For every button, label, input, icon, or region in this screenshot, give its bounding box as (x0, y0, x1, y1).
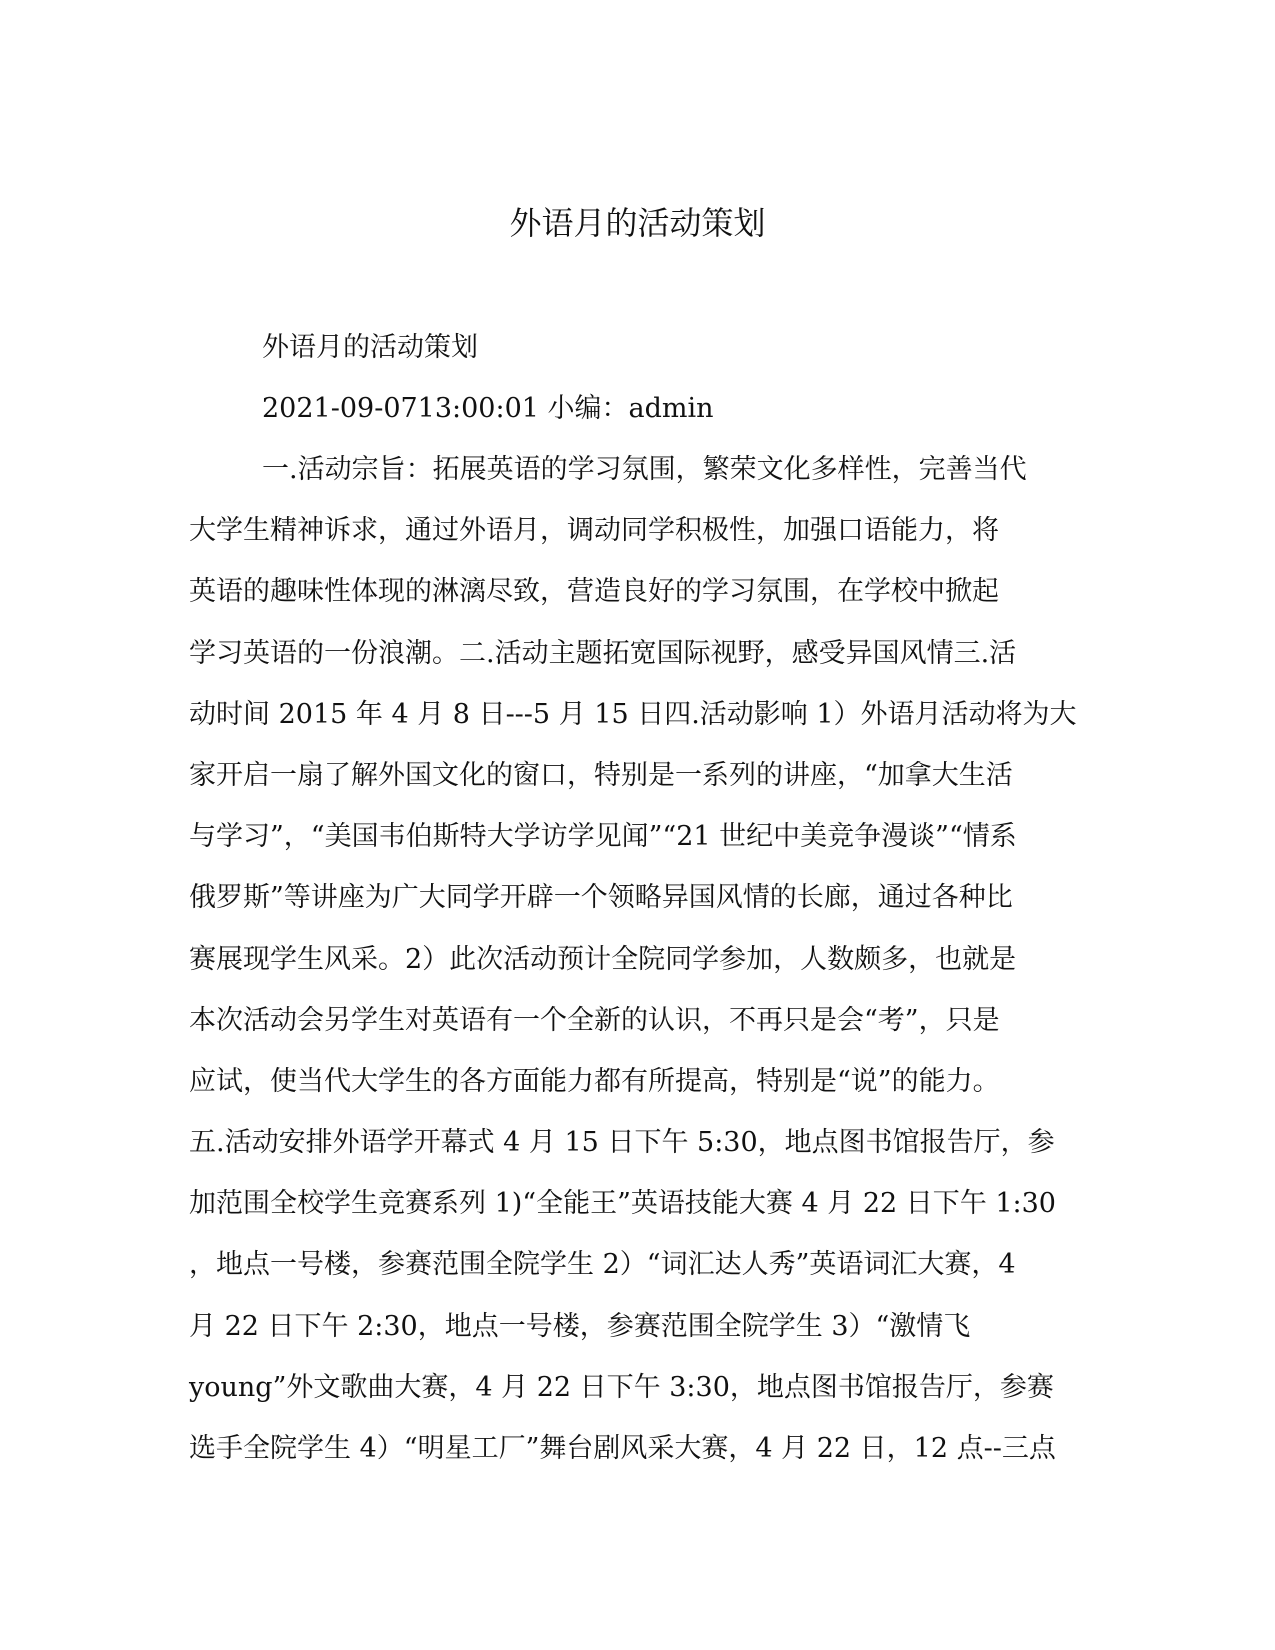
body-line: 本次活动会另学生对英语有一个全新的认识，不再只是会“考”，只是 (189, 1004, 1000, 1036)
body-line: young”外文歌曲大赛，4 月 22 日下午 3:30，地点图书馆报告厅，参赛 (189, 1371, 1054, 1403)
body-line: 加范围全校学生竞赛系列 1)“全能王”英语技能大赛 4 月 22 日下午 1:30 (189, 1188, 1056, 1220)
body-line: 五.活动安排外语学开幕式 4 月 15 日下午 5:30，地点图书馆报告厅，参 (189, 1127, 1055, 1159)
body-line: 学习英语的一份浪潮。二.活动主题拓宽国际视野，感受异国风情三.活 (189, 637, 1017, 669)
body-line: 动时间 2015 年 4 月 8 日---5 月 15 日四.活动影响 1）外语月活动将为大 (189, 698, 1077, 730)
body-line: 俄罗斯”等讲座为广大同学开辟一个领略异国风情的长廊，通过各种比 (189, 882, 1013, 914)
body-line: 与学习”，“美国韦伯斯特大学访学见闻”“21 世纪中美竞争漫谈”“情系 (189, 821, 1017, 853)
body-line: 英语的趣味性体现的淋漓尽致，营造良好的学习氛围，在学校中掀起 (189, 576, 999, 608)
document-subtitle: 外语月的活动策划 (262, 332, 478, 363)
body-line: 大学生精神诉求，通过外语月，调动同学积极性，加强口语能力，将 (189, 515, 999, 547)
body-line: 选手全院学生 4）“明星工厂”舞台剧风采大赛，4 月 22 日，12 点--三点 (189, 1433, 1056, 1464)
body-line: 应试，使当代大学生的各方面能力都有所提高，特别是“说”的能力。 (189, 1065, 1000, 1097)
body-line: 家开启一扇了解外国文化的窗口，特别是一系列的讲座，“加拿大生活 (189, 759, 1013, 791)
body-line: 月 22 日下午 2:30，地点一号楼，参赛范围全院学生 3）“激情飞 (189, 1310, 971, 1342)
document-title: 外语月的活动策划 (509, 204, 766, 242)
publish-meta: 2021-09-0713:00:01 小编：admin (262, 393, 714, 424)
body-line: 一.活动宗旨：拓展英语的学习氛围，繁荣文化多样性，完善当代 (262, 454, 1027, 485)
body-line: 赛展现学生风采。2）此次活动预计全院同学参加，人数颇多，也就是 (189, 943, 1017, 975)
body-text (189, 450, 1079, 1490)
body-line: ，地点一号楼，参赛范围全院学生 2）“词汇达人秀”英语词汇大赛，4 (189, 1249, 1016, 1281)
